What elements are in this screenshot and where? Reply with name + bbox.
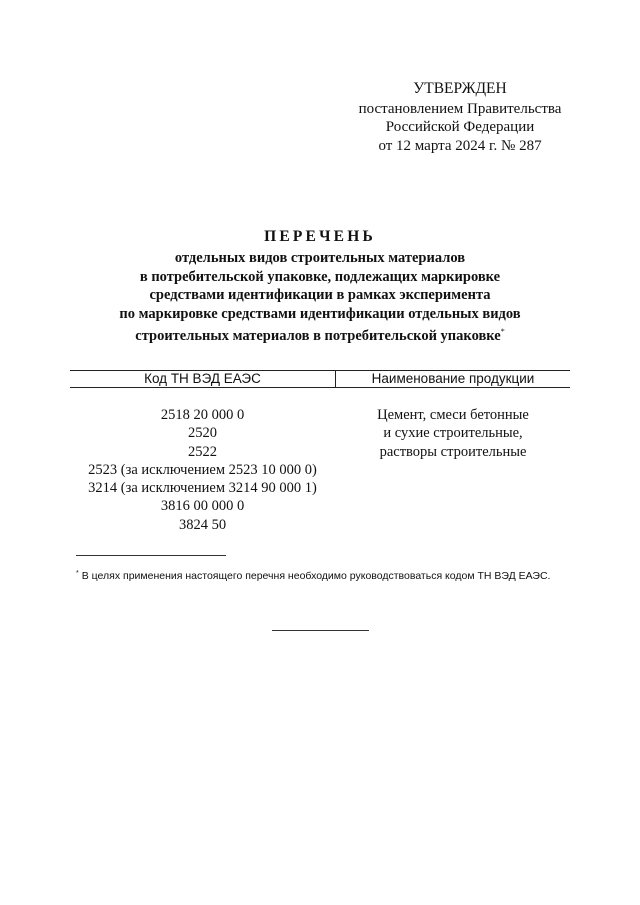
product-line: и сухие строительные, <box>383 425 523 442</box>
code-item: 3824 50 <box>178 516 227 533</box>
approval-line: Российской Федерации <box>385 119 535 135</box>
document-subtitle <box>80 249 560 346</box>
footnote-mark: * <box>76 570 79 577</box>
approval-line: постановлением Правительства <box>358 100 562 117</box>
code-list <box>70 406 335 534</box>
subtitle-line-text: строительных материалов в потребительской упаковке <box>135 328 501 345</box>
footnote <box>76 567 576 583</box>
footnote-divider <box>76 555 226 556</box>
code-item: 2518 20 000 0 <box>160 407 245 423</box>
approval-block <box>340 80 580 155</box>
footnote-text: В целях применения настоящего перечня необходимо руководствоваться кодом ТН ВЭД ЕАЭС. <box>81 570 551 582</box>
product-line: Цемент, смеси бетонные <box>377 407 529 423</box>
subtitle-line: в потребительской упаковке, подлежащих маркировке <box>139 268 501 285</box>
subtitle-line: отдельных видов строительных материалов <box>174 250 466 266</box>
code-item: 2523 (за исключением 2523 10 000 0) <box>88 461 317 478</box>
product-name <box>336 406 570 461</box>
code-item: 3214 (за исключением 3214 90 000 1) <box>88 480 317 497</box>
subtitle-line: средствами идентификации в рамках эксперимента <box>149 287 491 304</box>
approval-heading: УТВЕРЖДЕН <box>413 80 507 97</box>
document-title: ПЕРЕЧЕНЬ <box>264 228 376 245</box>
column-header-product: Наименование продукции <box>371 371 535 386</box>
end-divider <box>272 630 369 631</box>
product-line: растворы строительные <box>379 443 527 460</box>
column-header-code: Код ТН ВЭД ЕАЭС <box>70 371 336 387</box>
footnote-reference: * <box>500 327 505 337</box>
approval-line: от 12 марта 2024 г. № 287 <box>378 137 542 154</box>
code-item: 2520 <box>188 425 217 442</box>
code-item: 3816 00 000 0 <box>160 498 245 515</box>
code-item: 2522 <box>188 443 217 460</box>
subtitle-line <box>80 323 560 346</box>
table-header <box>70 370 570 388</box>
subtitle-line: по маркировке средствами идентификации отдельных видов <box>119 305 521 322</box>
